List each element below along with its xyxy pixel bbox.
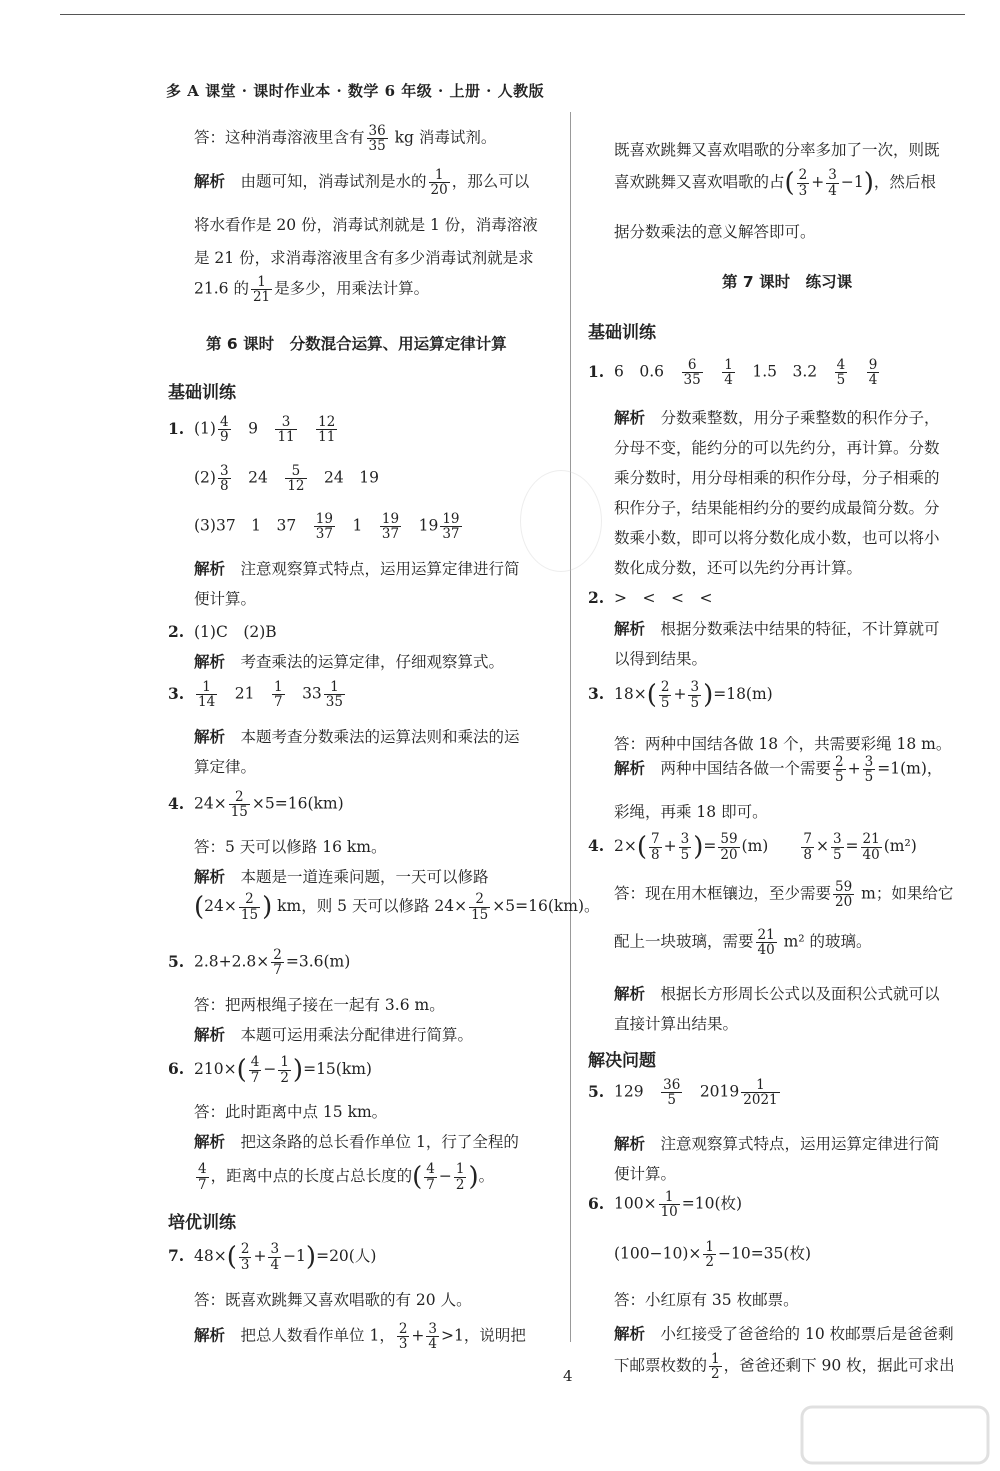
analysis-line: 解析 考查乘法的运算定律，仔细观察算式。 xyxy=(194,652,505,671)
analysis-line: 解析 本题可运用乘法分配律进行简算。 xyxy=(194,1025,474,1044)
analysis-line: 据分数乘法的意义解答即可。 xyxy=(614,223,816,241)
question-1: 1. 6 0.6 $\frac{6}{35}$ $\frac{1}{4}$ 1.5 3.2 $\frac{4}{5}$ $\frac{9}{4}$ xyxy=(588,357,878,389)
analysis-line: 是 21 份，求消毒溶液里含有多少消毒试剂就是求 xyxy=(194,249,534,267)
analysis-line: 将水看作是 20 份，消毒试剂就是 1 份，消毒溶液 xyxy=(194,216,538,234)
question-7: 7. 48×( $\frac{2}{3}$ + $\frac{3}{4}$ −1)=20(人) xyxy=(168,1241,377,1273)
question-2: 2. > < < < xyxy=(588,588,713,607)
analysis-line: 解析 注意观察算式特点，运用运算定律进行简 xyxy=(194,559,520,578)
page-header: 多 A 课堂 · 课时作业本 · 数学 6 年级 · 上册 · 人教版 xyxy=(166,82,545,100)
lesson-title: 第 7 课时 练习课 xyxy=(722,273,853,291)
watermark-stamp xyxy=(520,470,602,572)
analysis-line: 积作分子，结果能相约分的要约成最简分数。分 xyxy=(614,499,940,517)
answer-line: 答：这种消毒溶液里含有 $\frac{36}{35}$ kg 消毒试剂。 xyxy=(194,123,497,155)
question-1-line-1: 1. (1) $\frac{4}{9}$ 9 $\frac{3}{11}$ $\frac{12}{11}$ xyxy=(168,414,336,446)
analysis-line: 数乘小数，即可以将分数化成小数，也可以将小 xyxy=(614,529,940,547)
analysis-line: 便计算。 xyxy=(614,1165,677,1183)
fraction: $\frac{1}{20}$ xyxy=(430,167,448,199)
page-number: 4 xyxy=(563,1367,573,1385)
analysis-line: 下邮票枚数的 $\frac{1}{2}$ ，爸爸还剩下 90 枚，据此可求出 xyxy=(614,1351,955,1383)
answer-line: 答：小红原有 35 枚邮票。 xyxy=(614,1291,799,1309)
analysis-line: 解析 本题考查分数乘法的运算法则和乘法的运 xyxy=(194,727,520,746)
answer-line: 答：既喜欢跳舞又喜欢唱歌的有 20 人。 xyxy=(194,1291,472,1309)
analysis-line: 解析 根据长方形周长公式以及面积公式就可以 xyxy=(614,984,940,1003)
analysis-line: 便计算。 xyxy=(194,590,257,608)
question-3: 3. $\frac{1}{14}$ 21 $\frac{1}{7}$ 33 $\frac{1}{35}$ xyxy=(168,679,343,711)
analysis-line: 既喜欢跳舞又喜欢唱歌的分率多加了一次，则既 xyxy=(614,141,940,159)
answer-line: 答：把两根绳子接在一起有 3.6 m。 xyxy=(194,996,445,1014)
answer-line: 答：两种中国结各做 18 个，共需要彩绳 18 m。 xyxy=(614,735,952,753)
analysis-line: 算定律。 xyxy=(194,758,257,776)
analysis-line: 解析 把总人数看作单位 1， $\frac{2}{3}$ + $\frac{3}{4}$ >1，说明把 xyxy=(194,1321,526,1353)
watermark-logo xyxy=(800,1405,990,1465)
top-rule xyxy=(60,14,965,15)
analysis-line: 数化成分数，还可以先约分再计算。 xyxy=(614,559,863,577)
analysis-line: 分母不变，能约分的可以先约分，再计算。分数 xyxy=(614,439,940,457)
question-4: 4. 2×( $\frac{7}{8}$ + $\frac{3}{5}$ )= $\frac{59}{20}$ (m) $\frac{7}{8}$ × $\frac{3}{5}$ = $\frac{21}{40}$ (m²) xyxy=(588,831,917,863)
question-6: 6. 210×( $\frac{4}{7}$ − $\frac{1}{2}$ )=15(km) xyxy=(168,1054,372,1086)
answer-line: 答：现在用木框镶边，至少需要 $\frac{59}{20}$ m；如果给它 xyxy=(614,879,954,911)
question-2: 2. (1)C (2)B xyxy=(168,622,277,641)
analysis-line: 喜欢跳舞又喜欢唱歌的占( $\frac{2}{3}$ + $\frac{3}{4}$ −1)，然后根 xyxy=(614,167,936,199)
answer-line: 答：此时距离中点 15 km。 xyxy=(194,1103,388,1121)
analysis-line: 解析 小红接受了爸爸给的 10 枚邮票后是爸爸剩 xyxy=(614,1324,954,1343)
question-1-line-2: (2) $\frac{3}{8}$ 24 $\frac{5}{12}$ 24 19 xyxy=(194,463,379,495)
analysis-line: 直接计算出结果。 xyxy=(614,1015,739,1033)
answer-line: 配上一块玻璃，需要 $\frac{21}{40}$ m² 的玻璃。 xyxy=(614,927,872,959)
section-title: 培优训练 xyxy=(168,1213,236,1233)
section-title: 基础训练 xyxy=(168,383,236,403)
analysis-line: 以得到结果。 xyxy=(614,650,708,668)
question-1-line-3: (3)37 1 37 $\frac{19}{37}$ 1 $\frac{19}{37}$ 19 $\frac{19}{37}$ xyxy=(194,511,460,543)
analysis-line: $\frac{4}{7}$ ，距离中点的长度占总长度的( $\frac{4}{7}$ − $\frac{1}{2}$ )。 xyxy=(198,1161,495,1193)
lesson-title: 第 6 课时 分数混合运算、用运算定律计算 xyxy=(206,335,507,353)
section-title: 解决问题 xyxy=(588,1051,656,1071)
analysis-line: (24× $\frac{2}{15}$ ) km，则 5 天可以修路 24× $\frac{2}{15}$ ×5=16(km)。 xyxy=(194,891,600,923)
answer-line: 答：5 天可以修路 16 km。 xyxy=(194,838,387,856)
question-5: 5. 129 $\frac{36}{5}$ 2019 $\frac{1}{2021}$ xyxy=(588,1077,778,1109)
question-3: 3. 18×( $\frac{2}{5}$ + $\frac{3}{5}$ )=18(m) xyxy=(588,679,773,711)
question-6-line-2: (100−10)× $\frac{1}{2}$ −10=35(枚) xyxy=(614,1239,811,1271)
analysis-line: 解析 两种中国结各做一个需要 $\frac{2}{5}$ + $\frac{3}{5}$ =1(m)， xyxy=(614,754,943,786)
analysis-line: 解析 根据分数乘法中结果的特征，不计算就可 xyxy=(614,619,940,638)
fraction: $\frac{36}{35}$ xyxy=(368,123,386,155)
analysis-line: 21.6 的 $\frac{1}{21}$ 是多少，用乘法计算。 xyxy=(194,274,430,306)
section-title: 基础训练 xyxy=(588,323,656,343)
analysis-line: 解析 注意观察算式特点，运用运算定律进行简 xyxy=(614,1134,940,1153)
analysis-line: 解析 由题可知，消毒试剂是水的 $\frac{1}{20}$ ，那么可以 xyxy=(194,167,530,199)
analysis-line: 解析 分数乘整数，用分子乘整数的积作分子， xyxy=(614,408,940,427)
analysis-line: 乘分数时，用分母相乘的积作分母，分子相乘的 xyxy=(614,469,940,487)
analysis-line: 解析 本题是一道连乘问题，一天可以修路 xyxy=(194,867,489,886)
analysis-line: 解析 把这条路的总长看作单位 1，行了全程的 xyxy=(194,1132,519,1151)
column-divider xyxy=(570,112,571,1342)
analysis-line: 彩绳，再乘 18 即可。 xyxy=(614,803,768,821)
question-4: 4. 24× $\frac{2}{15}$ ×5=16(km) xyxy=(168,789,344,821)
question-5: 5. 2.8+2.8× $\frac{2}{7}$ =3.6(m) xyxy=(168,947,351,979)
question-6-line-1: 6. 100× $\frac{1}{10}$ =10(枚) xyxy=(588,1189,743,1221)
fraction: $\frac{1}{21}$ xyxy=(252,274,271,306)
